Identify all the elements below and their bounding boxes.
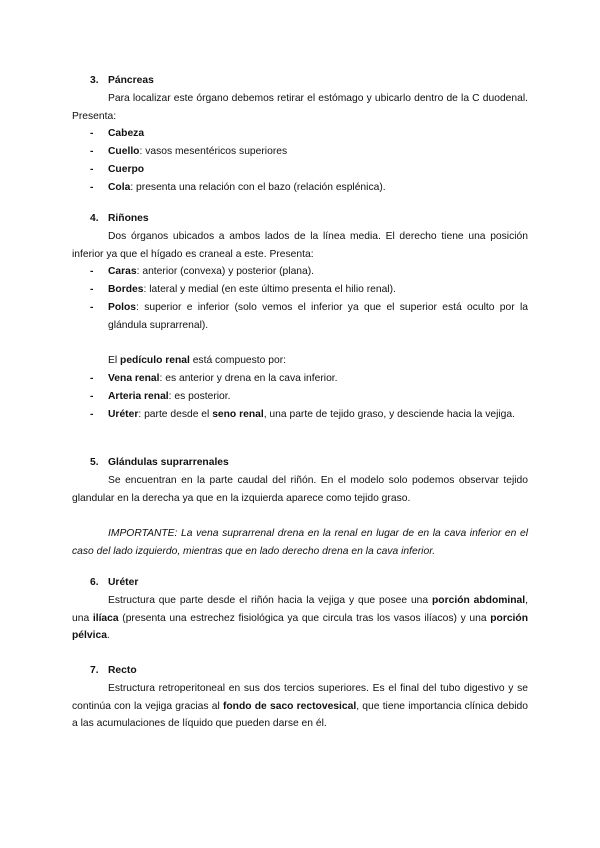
section-pancreas bbox=[72, 72, 528, 197]
important-note: IMPORTANTE: La vena suprarrenal drena en la renal en lugar de en la cava inferior en el caso del lado izquierdo, mientras que en lado derecho drena en la cava inferior. bbox=[72, 528, 528, 557]
term: seno renal bbox=[212, 408, 264, 420]
section-number: 6. bbox=[90, 577, 99, 588]
term: porción pélvica bbox=[72, 612, 528, 642]
section-glandulas bbox=[72, 454, 528, 561]
term: Caras bbox=[108, 266, 137, 278]
section-heading bbox=[72, 662, 528, 680]
paragraph: Se encuentran en la parte caudal del riñón. En el modelo solo podemos observar tejido glandular en la derecha ya que en la izquierda aparece como tejido graso. bbox=[72, 474, 528, 504]
section-heading bbox=[72, 574, 528, 592]
section-title: Uréter bbox=[108, 577, 139, 588]
section-recto bbox=[72, 662, 528, 733]
section-heading bbox=[72, 454, 528, 472]
list-item: - Vena renal: es anterior y drena en la cava inferior. bbox=[90, 373, 338, 385]
term: Arteria renal bbox=[108, 390, 169, 402]
section-number: 3. bbox=[90, 75, 99, 86]
section-heading bbox=[72, 72, 528, 90]
paragraph: Estructura retroperitoneal en sus dos tercios superiores. Es el final del tubo digestivo y se continúa con la vejiga gracias al fondo de saco rectovesical, que tiene importancia clínica debido a las acumulaciones de líquido que pueden darse en él. bbox=[72, 682, 528, 730]
description: : es posterior. bbox=[168, 390, 231, 402]
section-heading bbox=[72, 210, 528, 228]
description: : presenta una relación con el bazo (relación esplénica). bbox=[130, 181, 386, 193]
bullet-list bbox=[72, 125, 528, 196]
list-item: - Uréter: parte desde el seno renal, una parte de tejido graso, y desciende hacia la vejiga. bbox=[90, 408, 515, 420]
bullet-list bbox=[72, 370, 528, 423]
section-rinones bbox=[72, 210, 528, 424]
list-item: - Polos: superior e inferior (solo vemos el inferior ya que el superior está oculto por la glándula suprarrenal). bbox=[90, 301, 528, 331]
list-item: - Caras: anterior (convexa) y posterior (plana). bbox=[90, 266, 315, 278]
section-title: Páncreas bbox=[108, 75, 154, 86]
section-ureter bbox=[72, 574, 528, 645]
section-title: Glándulas suprarrenales bbox=[108, 457, 229, 468]
term: Bordes bbox=[108, 284, 144, 296]
description: : es anterior y drena en la cava inferior. bbox=[159, 373, 338, 385]
term: Vena renal bbox=[108, 373, 160, 385]
term: Cola bbox=[108, 181, 131, 193]
term: Uréter bbox=[108, 408, 139, 420]
list-item: - Cabeza bbox=[90, 128, 145, 140]
description: : vasos mesentéricos superiores bbox=[139, 146, 288, 158]
term: Cuerpo bbox=[108, 163, 145, 175]
description: : anterior (convexa) y posterior (plana). bbox=[136, 266, 315, 278]
section-number: 5. bbox=[90, 457, 99, 468]
term: Cabeza bbox=[108, 128, 145, 140]
term: fondo de saco rectovesical bbox=[222, 700, 357, 712]
list-item: - Cola: presenta una relación con el bazo (relación esplénica). bbox=[90, 181, 386, 193]
list-item: - Cuello: vasos mesentéricos superiores bbox=[90, 146, 288, 158]
list-item: - Bordes: lateral y medial (en este último presenta el hilio renal). bbox=[90, 284, 396, 296]
term: pedículo renal bbox=[120, 355, 190, 367]
paragraph: Dos órganos ubicados a ambos lados de la línea media. El derecho tiene una posición inferior ya que el hígado es craneal a este. Presenta: bbox=[72, 230, 528, 260]
section-number: 4. bbox=[90, 213, 99, 224]
description: : lateral y medial (en este último presenta el hilio renal). bbox=[143, 284, 396, 296]
description: : superior e inferior (solo vemos el inferior ya que el superior está oculto por la glándula suprarrenal). bbox=[108, 301, 528, 331]
list-item: - Cuerpo bbox=[90, 163, 145, 175]
paragraph: Para localizar este órgano debemos retirar el estómago y ubicarlo dentro de la C duodenal. Presenta: bbox=[72, 92, 528, 122]
section-number: 7. bbox=[90, 665, 99, 676]
pediculo-intro: El pedículo renal está compuesto por: bbox=[108, 355, 286, 367]
bullet-list bbox=[72, 263, 528, 334]
term: Cuello bbox=[108, 146, 140, 158]
section-title: Recto bbox=[108, 665, 137, 676]
section-title: Riñones bbox=[108, 213, 149, 224]
term: Polos bbox=[108, 301, 137, 313]
term: porción abdominal bbox=[432, 594, 526, 606]
paragraph: Estructura que parte desde el riñón hacia la vejiga y que posee una porción abdominal, una ilíaca (presenta una estrechez fisiológica ya que circula tras los vasos ilíacos) y una porción pélvica. bbox=[72, 594, 529, 642]
list-item: - Arteria renal: es posterior. bbox=[90, 390, 231, 402]
term: ilíaca bbox=[92, 612, 119, 624]
